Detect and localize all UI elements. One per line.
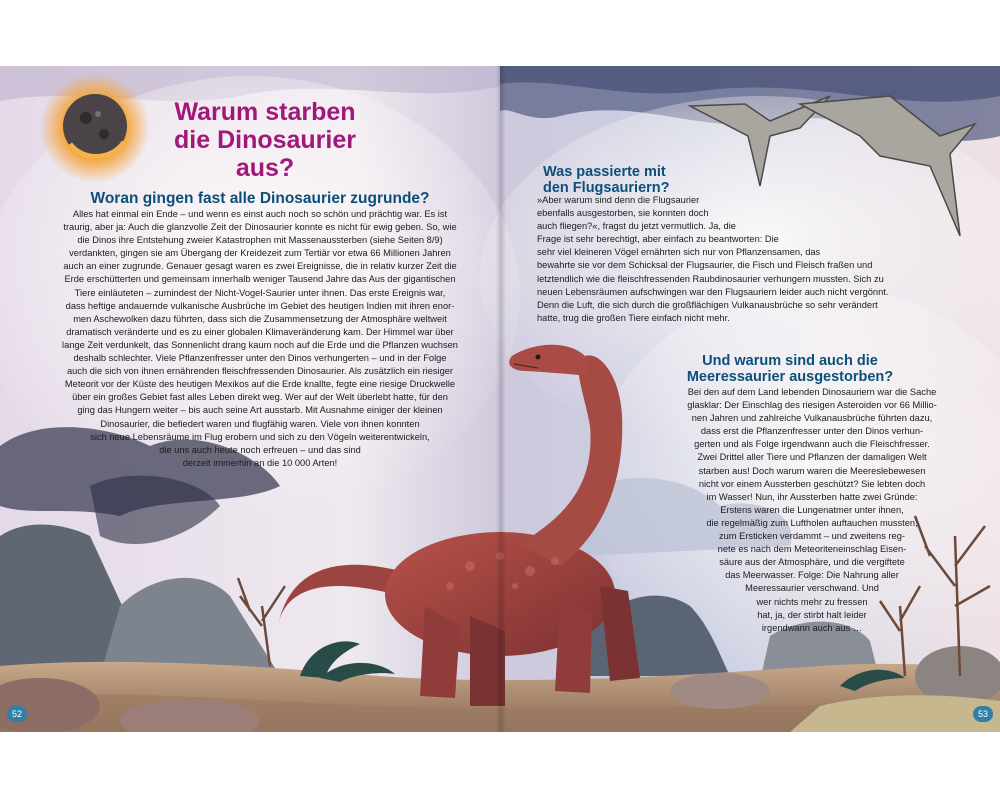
marine-section-body: Bei den auf dem Land lebenden Dinosauriern war die Sache glasklar: Der Einschlag des riesigen Asteroiden vor 66 Millio- nen Jahren und zahlreiche Vulkanausbrüche führten dazu, dass erst die Pflanzenfresser unter den Dinos verhun- gerten und als Folge irgendwann auch die Fleischfresser. Zwei Drittel aller Tiere und Pflanzen der damaligen Welt starben aus! Doch warum waren die Meereslebewesen nicht vor einem Aussterben geschützt? Sie lebten doch im Wasser! Nun, ihr Aussterben hatte zwei Gründe: Erstens waren die Lungenatmer unter ihnen, die regelmäßig zum Luftholen auftauchen mussten, zum Ersticken verdammt – und zweitens reg- nete es nach dem Meteoriteneinschlag Eisen- säure aus der Atmosphäre, und die vergiftete das Meerwasser. Folge: Die Nahrung aller Meeressaurier verschwand. Und wer nichts mehr zu fressen hat, ja, der stirbt halt leider irgendwann auch aus … [687, 387, 937, 633]
book-spread [0, 66, 1000, 732]
pterosaur-section-heading: Was passierte mit den Flugsauriern? [543, 164, 670, 196]
page-title: Warum starben die Dinosaurier aus? [174, 98, 356, 182]
page-number-right: 53 [973, 706, 993, 722]
marine-section-heading: Und warum sind auch die Meeressaurier ausgestorben? [686, 353, 894, 385]
page-number-left: 52 [7, 706, 27, 722]
pterosaur-section-body: »Aber warum sind denn die Flugsaurier ebenfalls ausgestorben, sie konnten doch auch fliegen?«, fragst du jetzt vermutlich. Ja, die Frage ist sehr berechtigt, aber einfach zu beantworten: Die sehr viel kleineren Vögel ernährten sich nur von Pflanzensamen, das bewahrte sie vor dem Schicksal der Flugsaurier, die Fisch und Fleisch fraßen und letztendlich wie die fleischfressenden Raubdinosaurier verhungern mussten. Sich zu neuen Lebensräumen aufschwingen war den Flugsauriern leider auch nicht vergönnt. Denn die Luft, die sich durch die großflächigen Vulkanausbrüche so sehr verändert hatte, trug die großen Tiere einfach nicht mehr. [537, 195, 889, 323]
left-section-heading: Woran gingen fast alle Dinosaurier zugrunde? [90, 190, 430, 207]
left-section-body: Alles hat einmal ein Ende – und wenn es einst auch noch so schön und prächtig war. Es ist traurig, aber ja: Auch die glanzvolle Zeit der Dinosaurier konnte es nicht für ewig geben. So, wie die Dinos ihre Entstehung zweier Katastrophen mit Massenaussterben (siehe Seiten 8/9) verdankten, gingen sie am Übergang der Kreidezeit zum Tertiär vor etwa 66 Millionen Jahren auch an einer zugrunde. Genauer gesagt waren es zwei Ereignisse, die in relativ kurzer Zeit die Erde erschütterten und gemeinsam innerhalb weniger Tausend Jahre das Aus der gigantischen Tiere einläuteten – zumindest der Nicht-Vogel-Saurier unter ihnen. Das erste Ereignis war, dass heftige andauernde vulkanische Ausbrüche im Gebiet des heutigen Indien mit ihren enor- men Aschewolken dazu führten, dass sich die Zusammensetzung der Atmosphäre weltweit dramatisch veränderte und es zu einer globalen Klimaveränderung kam. Der Himmel war über lange Zeit verdunkelt, das Sonnenlicht drang kaum noch auf die Erde und die Pflanzen wuchsen deshalb schlechter. Viele Pflanzenfresser unter den Dinos verhungerten – und in der Folge auch die sich von ihnen ernährenden fleischfressenden Dinosaurier. Als zusätzlich ein riesiger Meteorit vor der Küste des heutigen Mexikos auf die Erde knallte, fegte eine riesige Druckwelle über ein großes Gebiet fast alles Leben direkt weg. Wer auf der Welt überlebt hatte, für den ging das Hungern weiter – bis auch seine Art ausstarb. Mit Ausnahme einiger der kleinen Dinosaurier, die befiedert waren und flugfähig waren. Viele von ihnen konnten sich neue Lebensräume im Flug erobern und sich zu den Vögeln weiterentwickeln, die uns auch heute noch erfreuen – und das sind derzeit immerhin an die 10 000 Arten! [62, 209, 458, 468]
